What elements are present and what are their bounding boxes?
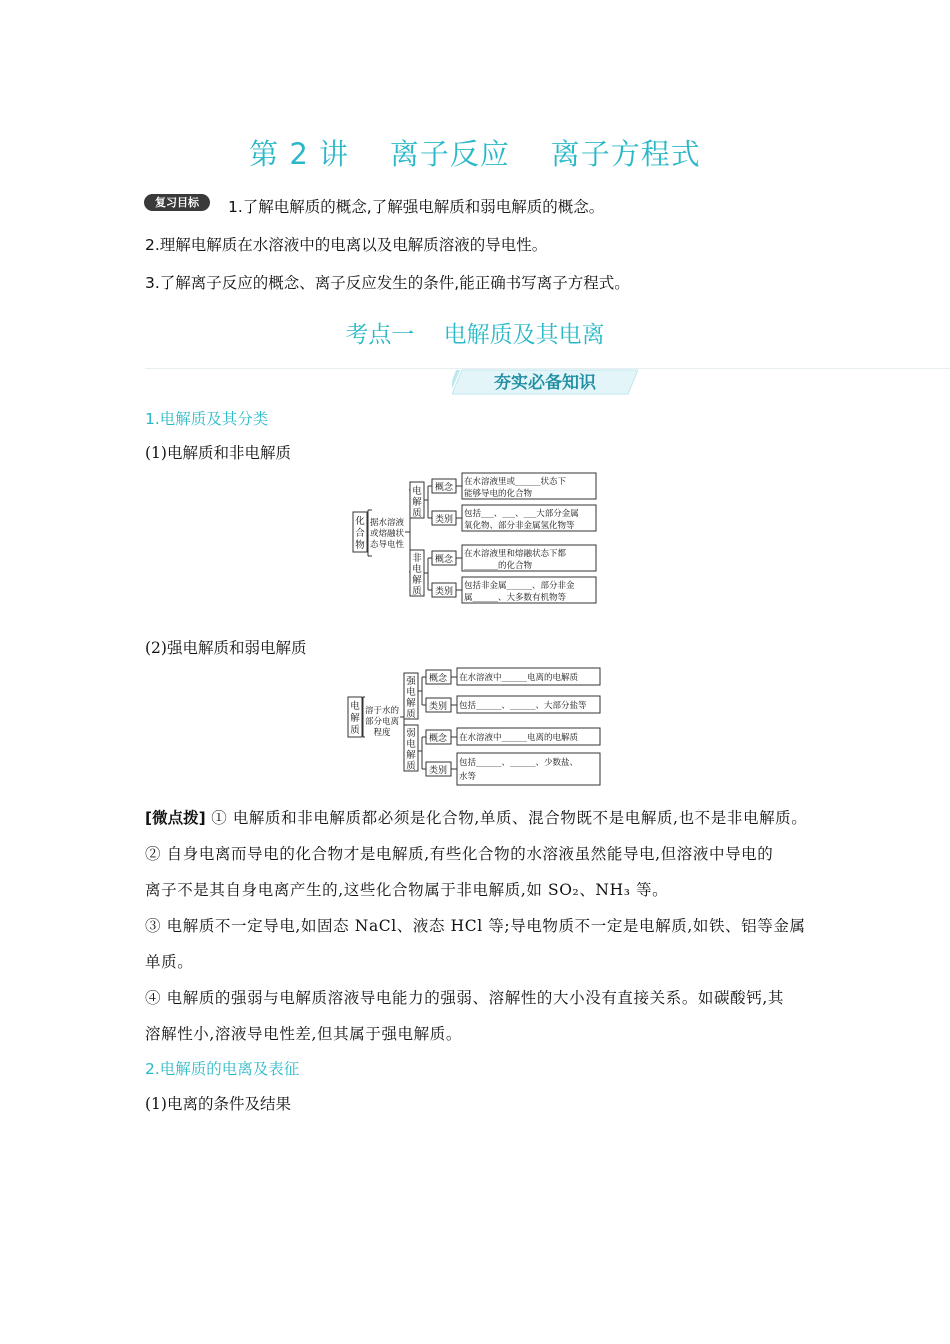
tip-line-3: 离子不是其自身电离产生的,这些化合物属于非电解质,如 SO₂、NH₃ 等。	[145, 881, 669, 899]
d2-strong-4: 质	[406, 709, 416, 720]
d2-w-concept-label: 概念	[428, 734, 448, 744]
tip-line-2: ② 自身电离而导电的化合物才是电解质,有些化合物的水溶液虽然能导电,但溶液中导电的	[145, 845, 774, 863]
tip-line-5: 单质。	[145, 953, 194, 971]
d1-e-category-line1: 包括___、___、___大部分金属	[464, 509, 579, 519]
d2-weak-1: 弱	[406, 728, 416, 739]
tip-line-1	[145, 806, 807, 828]
d1-e-concept-line2: 能够导电的化合物	[464, 489, 533, 499]
d2-criterion-2: 部分电离	[364, 717, 400, 727]
section-title: 考点一 电解质及其电离	[345, 322, 605, 348]
d2-criterion-3: 程度	[373, 728, 391, 738]
d1-n-category-line1: 包括非金属______、部分非金	[464, 581, 575, 591]
d2-s-category: 包括______、______、大部分盐等	[459, 701, 587, 711]
goal-item-3: 3.了解离子反应的概念、离子反应发生的条件,能正确书写离子方程式。	[145, 274, 630, 292]
part1-sub2: (2)强电解质和弱电解质	[145, 639, 307, 657]
tip-line-4: ③ 电解质不一定导电,如固态 NaCl、液态 HCl 等;导电物质不一定是电解质,如铁、铝等金属	[145, 917, 806, 935]
d1-nonelectrolyte-2: 电	[412, 564, 422, 575]
d2-root-2: 解	[350, 713, 360, 724]
d2-strong-3: 解	[406, 698, 416, 709]
d1-criterion-1: 据水溶液	[369, 518, 405, 528]
d1-n-category-line2: 属______、大多数有机物等	[464, 593, 567, 603]
part1-heading: 1.电解质及其分类	[145, 410, 269, 428]
d1-n-concept-label: 概念	[434, 555, 454, 565]
d1-root-3: 物	[355, 540, 365, 551]
d1-e-category-label: 类别	[434, 515, 454, 525]
d1-e-concept-label: 概念	[434, 483, 454, 493]
d1-n-concept-line1: 在水溶液里和熔融状态下都	[464, 549, 567, 559]
page-title: 第 2 讲 离子反应 离子方程式	[249, 137, 701, 171]
review-goals-badge: 复习目标	[144, 194, 210, 211]
tip-line-7: 溶解性小,溶液导电性差,但其属于强电解质。	[145, 1025, 462, 1043]
d1-n-category-label: 类别	[434, 587, 454, 597]
d2-weak-2: 电	[406, 739, 416, 750]
d1-nonelectrolyte-3: 解	[412, 575, 422, 586]
d2-weak-3: 解	[406, 750, 416, 761]
d2-s-concept-label: 概念	[428, 674, 448, 684]
d2-w-concept: 在水溶液中______电离的电解质	[459, 733, 579, 743]
d2-strong-2: 电	[406, 687, 416, 698]
d1-criterion-2: 或熔融状	[369, 529, 405, 539]
d1-root-2: 合	[355, 528, 365, 539]
part2-heading: 2.电解质的电离及表征	[145, 1060, 300, 1078]
part2-sub1: (1)电离的条件及结果	[145, 1095, 291, 1113]
d1-criterion-3: 态导电性	[369, 540, 405, 550]
d2-root-1: 电	[350, 701, 360, 712]
d2-w-category-line1: 包括______、______、少数盐、	[459, 758, 579, 768]
tip-label: [微点拨]	[145, 809, 206, 827]
banner-text: 夯实必备知识	[494, 373, 596, 393]
d1-electrolyte-3: 质	[412, 508, 422, 519]
goal-item-1: 1.了解电解质的概念,了解强电解质和弱电解质的概念。	[228, 198, 605, 216]
d1-e-concept-line1: 在水溶液里或______状态下	[464, 477, 567, 487]
d1-nonelectrolyte-1: 非	[412, 553, 422, 564]
d1-nonelectrolyte-4: 质	[412, 586, 422, 597]
goal-item-2: 2.理解电解质在水溶液中的电离以及电解质溶液的导电性。	[145, 236, 548, 254]
part1-sub1: (1)电解质和非电解质	[145, 444, 291, 462]
d2-w-category-label: 类别	[428, 766, 448, 776]
d2-weak-4: 质	[406, 761, 416, 772]
d2-criterion-1: 溶于水的	[364, 706, 400, 716]
d2-root-3: 质	[350, 725, 360, 736]
knowledge-banner	[452, 369, 638, 395]
tip-1-text: ① 电解质和非电解质都必须是化合物,单质、混合物既不是电解质,也不是非电解质。	[211, 809, 808, 827]
d2-s-category-label: 类别	[428, 702, 448, 712]
d1-electrolyte-1: 电	[412, 486, 422, 497]
d1-n-concept-line2: ________的化合物	[464, 561, 533, 571]
d1-e-category-line2: 氧化物、部分非金属氢化物等	[464, 521, 575, 531]
tip-line-6: ④ 电解质的强弱与电解质溶液导电能力的强弱、溶解性的大小没有直接关系。如碳酸钙,其	[145, 989, 784, 1007]
d2-s-concept: 在水溶液中______电离的电解质	[459, 673, 579, 683]
d1-root-1: 化	[355, 516, 365, 527]
d2-w-category-line2: 水等	[459, 772, 477, 782]
diagram-strong-weak-electrolyte	[345, 665, 605, 790]
d2-strong-1: 强	[406, 676, 416, 687]
diagram-electrolyte-nonelectrolyte	[350, 470, 600, 610]
d1-electrolyte-2: 解	[412, 497, 422, 508]
